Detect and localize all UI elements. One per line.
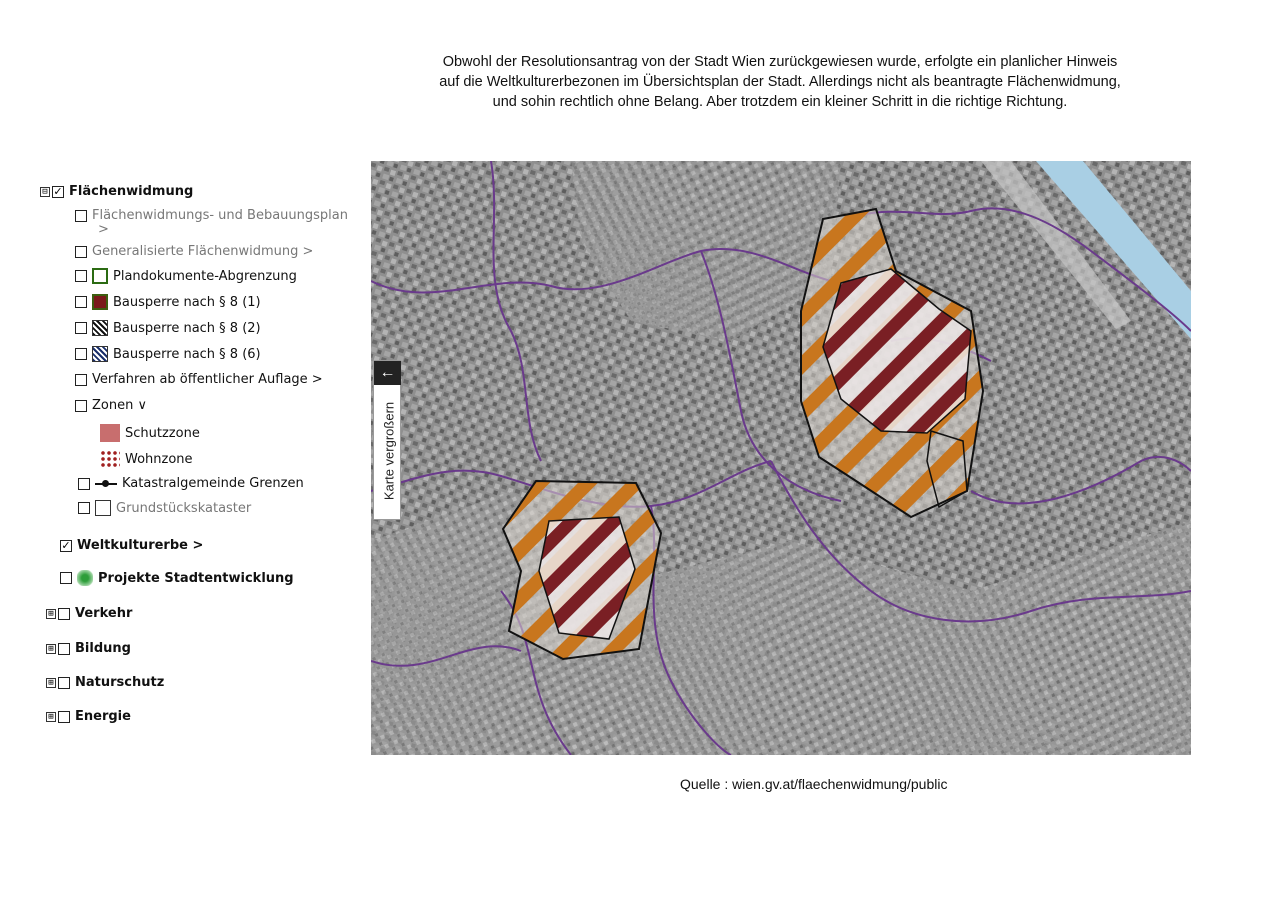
katastralgemeinde-label: Katastralgemeinde Grenzen <box>122 476 304 491</box>
bausperre-6-checkbox[interactable] <box>75 348 87 360</box>
boundary-line-icon <box>95 478 117 490</box>
plandokumente-label: Plandokumente-Abgrenzung <box>113 268 297 284</box>
source-note: Quelle : wien.gv.at/flaechenwidmung/public <box>680 776 948 792</box>
verfahren-checkbox[interactable] <box>75 374 87 386</box>
layer-katastralgemeinde[interactable] <box>78 476 304 491</box>
expand-icon[interactable]: ⊞ <box>46 644 56 654</box>
bausperre-2-checkbox[interactable] <box>75 322 87 334</box>
chevron-right-icon[interactable]: > <box>98 222 109 237</box>
arrow-left-icon[interactable]: ← <box>374 361 401 385</box>
layer-bausperre-6[interactable] <box>75 346 261 362</box>
verfahren-label: Verfahren ab öffentlicher Auflage > <box>92 372 323 387</box>
wohnzone-swatch <box>100 450 120 468</box>
expand-icon[interactable]: ⊞ <box>46 609 56 619</box>
bausperre-2-label: Bausperre nach § 8 (2) <box>113 320 261 336</box>
collapse-icon[interactable]: ⊟ <box>40 187 50 197</box>
layer-bebauungsplan[interactable] <box>75 208 348 223</box>
layer-flaechenwidmung[interactable] <box>40 184 193 199</box>
wohnzone-label: Wohnzone <box>125 451 193 467</box>
bausperre-2-swatch <box>92 320 108 336</box>
zonen-checkbox[interactable] <box>75 400 87 412</box>
expand-icon[interactable]: ⊞ <box>46 712 56 722</box>
energie-label: Energie <box>75 709 131 724</box>
bausperre-1-label: Bausperre nach § 8 (1) <box>113 294 261 310</box>
bausperre-6-label: Bausperre nach § 8 (6) <box>113 346 261 362</box>
generalisiert-checkbox[interactable] <box>75 246 87 258</box>
map-view[interactable] <box>371 161 1191 755</box>
layer-plandokumente[interactable] <box>75 268 297 284</box>
bildung-label: Bildung <box>75 641 131 656</box>
bebauungsplan-checkbox[interactable] <box>75 210 87 222</box>
katastralgemeinde-checkbox[interactable] <box>78 478 90 490</box>
grundstueck-swatch <box>95 500 111 516</box>
verkehr-checkbox[interactable] <box>58 608 70 620</box>
energie-checkbox[interactable] <box>58 711 70 723</box>
layer-bausperre-1[interactable] <box>75 294 261 310</box>
naturschutz-label: Naturschutz <box>75 675 165 690</box>
legend-wohnzone <box>100 450 193 468</box>
layer-grundstueck[interactable] <box>78 500 251 516</box>
flaechenwidmung-checkbox[interactable]: ✓ <box>53 184 63 198</box>
expand-map-label[interactable]: Karte vergroßern <box>381 401 397 501</box>
schutzzone-swatch <box>100 424 120 442</box>
layer-group-verkehr[interactable] <box>46 606 132 621</box>
expand-map-button[interactable] <box>373 360 401 520</box>
layer-group-bildung[interactable] <box>46 641 131 656</box>
layer-weltkulturerbe[interactable] <box>60 538 203 553</box>
bausperre-1-swatch <box>92 294 108 310</box>
projekte-checkbox[interactable] <box>60 572 72 584</box>
bausperre-6-swatch <box>92 346 108 362</box>
generalisiert-label: Generalisierte Flächenwidmung > <box>92 244 314 259</box>
bausperre-1-checkbox[interactable] <box>75 296 87 308</box>
legend-schutzzone <box>100 424 200 442</box>
expand-icon[interactable]: ⊞ <box>46 678 56 688</box>
plandokumente-checkbox[interactable] <box>75 270 87 282</box>
caption-line-1: Obwohl der Resolutionsantrag von der Stadt Wien zurückgewiesen wurde, erfolgte ein planlicher Hinweis <box>442 54 1118 70</box>
layer-bausperre-2[interactable] <box>75 320 261 336</box>
grundstueck-label: Grundstückskataster <box>116 500 252 516</box>
weltkulturerbe-checkbox[interactable]: ✓ <box>61 538 71 552</box>
schutzzone-label: Schutzzone <box>125 425 200 441</box>
grundstueck-checkbox[interactable] <box>78 502 90 514</box>
weltkulturerbe-label: Weltkulturerbe > <box>77 538 204 553</box>
projekte-label: Projekte Stadtentwicklung <box>98 570 294 586</box>
zonen-label: Zonen ∨ <box>92 398 147 413</box>
layer-group-energie[interactable] <box>46 709 131 724</box>
verkehr-label: Verkehr <box>75 606 133 621</box>
caption <box>370 52 1190 112</box>
layer-group-naturschutz[interactable] <box>46 675 164 690</box>
projekte-swatch <box>77 570 93 586</box>
heritage-zone-west <box>503 481 661 659</box>
layer-projekte[interactable] <box>60 570 294 586</box>
bildung-checkbox[interactable] <box>58 643 70 655</box>
caption-line-3: und sohin rechtlich ohne Belang. Aber trotzdem ein kleiner Schritt in die richtige Richtung. <box>492 94 1068 110</box>
map-canvas[interactable] <box>371 161 1191 755</box>
caption-line-2: auf die Weltkulturerbezonen im Übersichtsplan der Stadt. Allerdings nicht als beantragte Flächenwidmung, <box>439 74 1121 90</box>
layer-verfahren[interactable] <box>75 372 323 387</box>
plandokumente-swatch <box>92 268 108 284</box>
bebauungsplan-label: Flächenwidmungs- und Bebauungsplan <box>92 208 348 223</box>
bebauungsplan-expand[interactable] <box>98 222 109 237</box>
naturschutz-checkbox[interactable] <box>58 677 70 689</box>
layer-generalisiert[interactable] <box>75 244 313 259</box>
layer-zonen[interactable] <box>75 398 147 413</box>
flaechenwidmung-label: Flächenwidmung <box>69 184 194 199</box>
